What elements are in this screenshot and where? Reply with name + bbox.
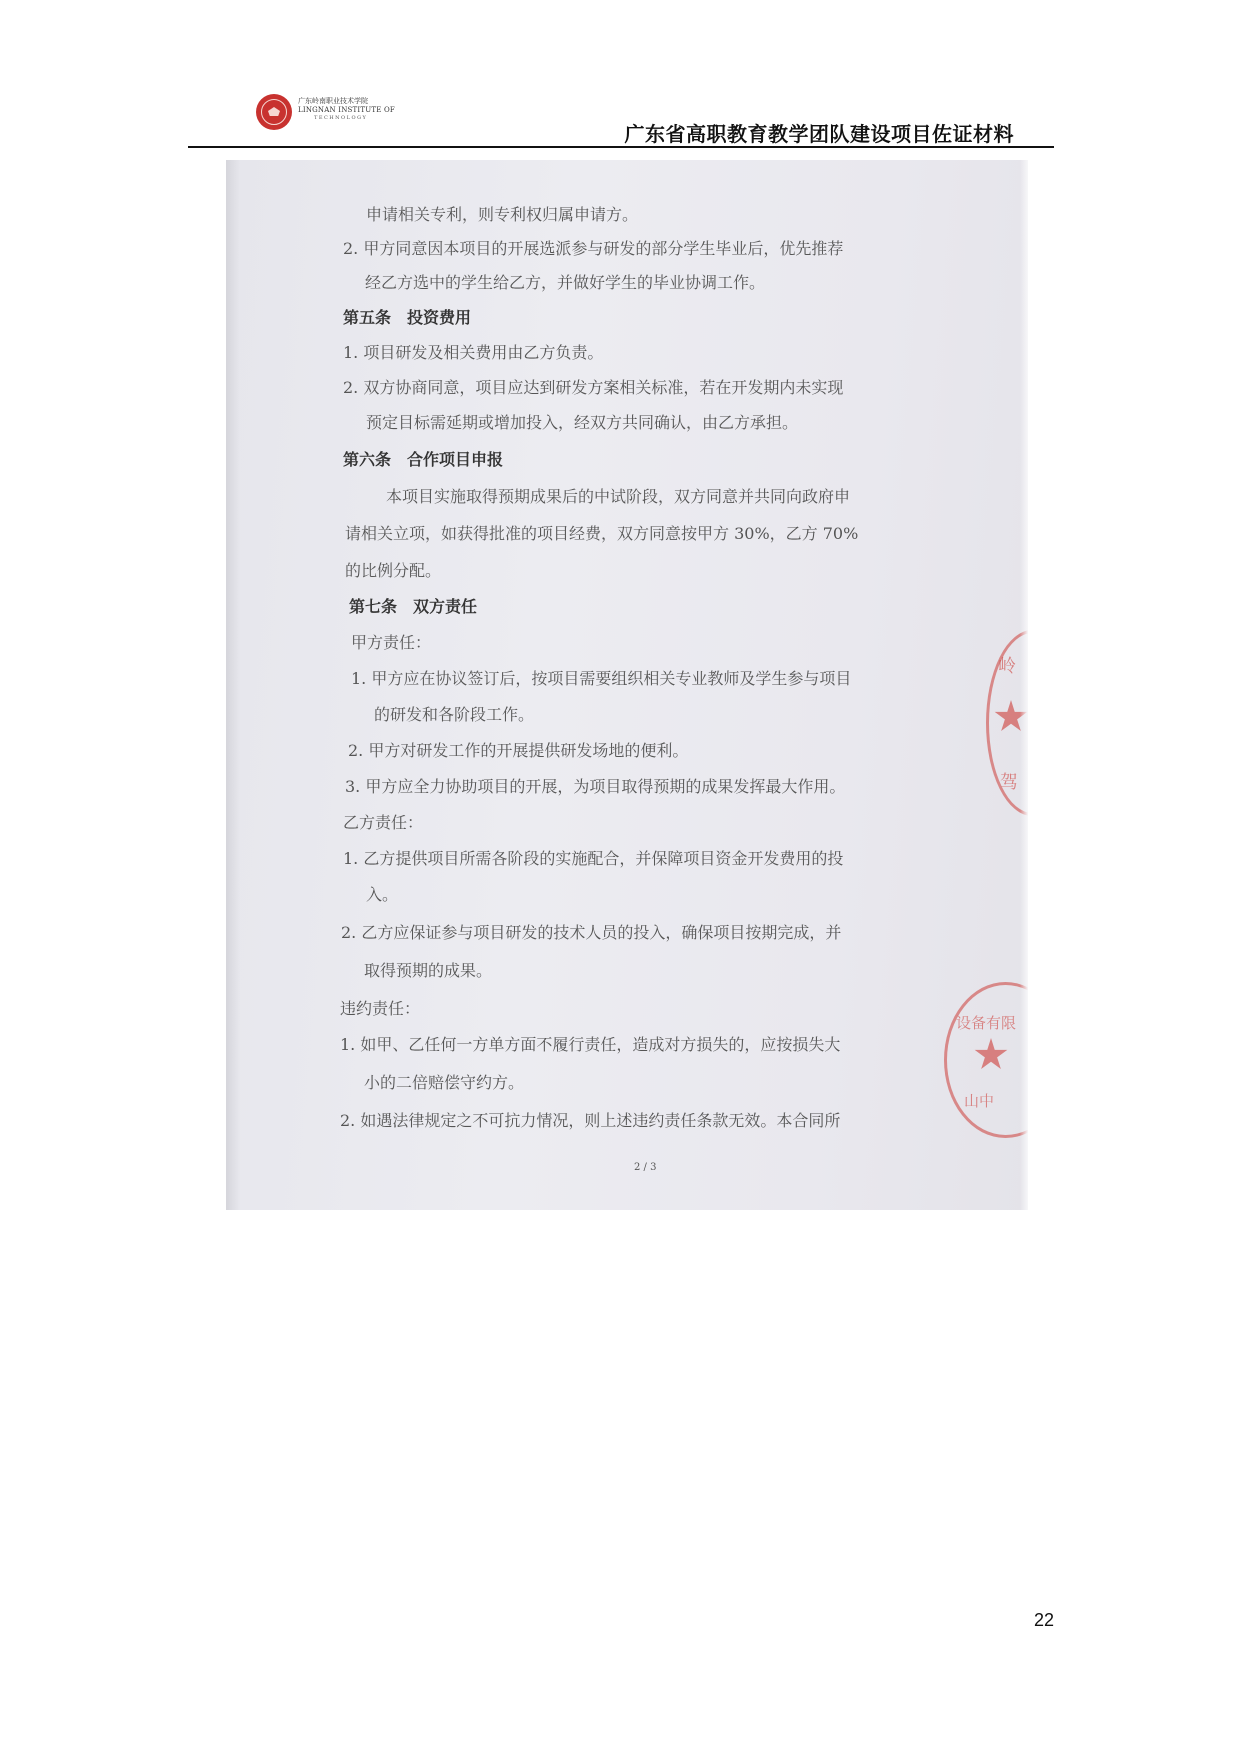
scan-line: 2. 双方协商同意，项目应达到研发方案相关标准，若在开发期内未实现 bbox=[343, 378, 844, 397]
scan-line: 的研发和各阶段工作。 bbox=[374, 705, 535, 724]
header-title: 广东省高职教育教学团队建设项目佐证材料 bbox=[624, 122, 1014, 146]
header-rule bbox=[188, 146, 1054, 148]
scan-line: 违约责任： bbox=[340, 999, 421, 1018]
scan-line: 取得预期的成果。 bbox=[364, 961, 493, 980]
scan-page-mark: 2 / 3 bbox=[634, 1162, 657, 1173]
scan-line: 1. 乙方提供项目所需各阶段的实施配合，并保障项目资金开发费用的投 bbox=[343, 849, 844, 868]
scanned-contract-photo bbox=[226, 160, 1028, 1210]
scan-line: 2. 乙方应保证参与项目研发的技术人员的投入，确保项目按期完成，并 bbox=[341, 923, 842, 942]
scan-line: 2. 甲方同意因本项目的开展选派参与研发的部分学生毕业后，优先推荐 bbox=[343, 239, 844, 258]
college-seal-icon bbox=[256, 94, 292, 130]
scan-line: 1. 如甲、乙任何一方单方面不履行责任，造成对方损失的，应按损失大 bbox=[340, 1035, 841, 1054]
scan-line: 3. 甲方应全力协助项目的开展，为项目取得预期的成果发挥最大作用。 bbox=[345, 777, 846, 796]
scan-line: 请相关立项，如获得批准的项目经费，双方同意按甲方 30%，乙方 70% bbox=[345, 524, 859, 543]
section-heading: 第五条 投资费用 bbox=[343, 308, 472, 327]
scan-line: 本项目实施取得预期成果后的中试阶段，双方同意并共同向政府申 bbox=[386, 487, 851, 506]
page-header bbox=[0, 0, 1240, 150]
scan-line: 申请相关专利，则专利权归属申请方。 bbox=[366, 205, 639, 224]
scan-line: 入。 bbox=[366, 885, 399, 904]
scan-line: 经乙方选中的学生给乙方，并做好学生的毕业协调工作。 bbox=[365, 273, 766, 292]
scan-line: 的比例分配。 bbox=[345, 561, 442, 580]
section-heading: 第七条 双方责任 bbox=[349, 597, 478, 616]
scan-line: 甲方责任： bbox=[351, 633, 432, 652]
logo-english-name-2: TECHNOLOGY bbox=[314, 115, 368, 121]
logo-english-name: LINGNAN INSTITUTE OF bbox=[298, 106, 395, 114]
seal-text: 设备有限 bbox=[956, 1014, 1017, 1032]
scan-line: 2. 如遇法律规定之不可抗力情况，则上述违约责任条款无效。本合同所 bbox=[340, 1111, 841, 1130]
scan-line: 1. 甲方应在协议签订后，按项目需要组织相关专业教师及学生参与项目 bbox=[351, 669, 852, 688]
college-logo bbox=[256, 92, 406, 136]
seal-text: 岭 bbox=[998, 656, 1016, 677]
scan-line: 2. 甲方对研发工作的开展提供研发场地的便利。 bbox=[348, 741, 689, 760]
scan-line: 预定目标需延期或增加投入，经双方共同确认，由乙方承担。 bbox=[366, 413, 799, 432]
seal-text: 山中 bbox=[964, 1092, 995, 1110]
scan-line: 1. 项目研发及相关费用由乙方负责。 bbox=[343, 343, 604, 362]
logo-chinese-name: 广东岭南职业技术学院 bbox=[298, 97, 368, 105]
section-heading: 第六条 合作项目申报 bbox=[343, 450, 504, 469]
scan-line: 小的二倍赔偿守约方。 bbox=[364, 1073, 525, 1092]
scan-line: 乙方责任： bbox=[343, 813, 424, 832]
page-number: 22 bbox=[1033, 1610, 1054, 1630]
seal-text: 驾 bbox=[1000, 772, 1018, 793]
